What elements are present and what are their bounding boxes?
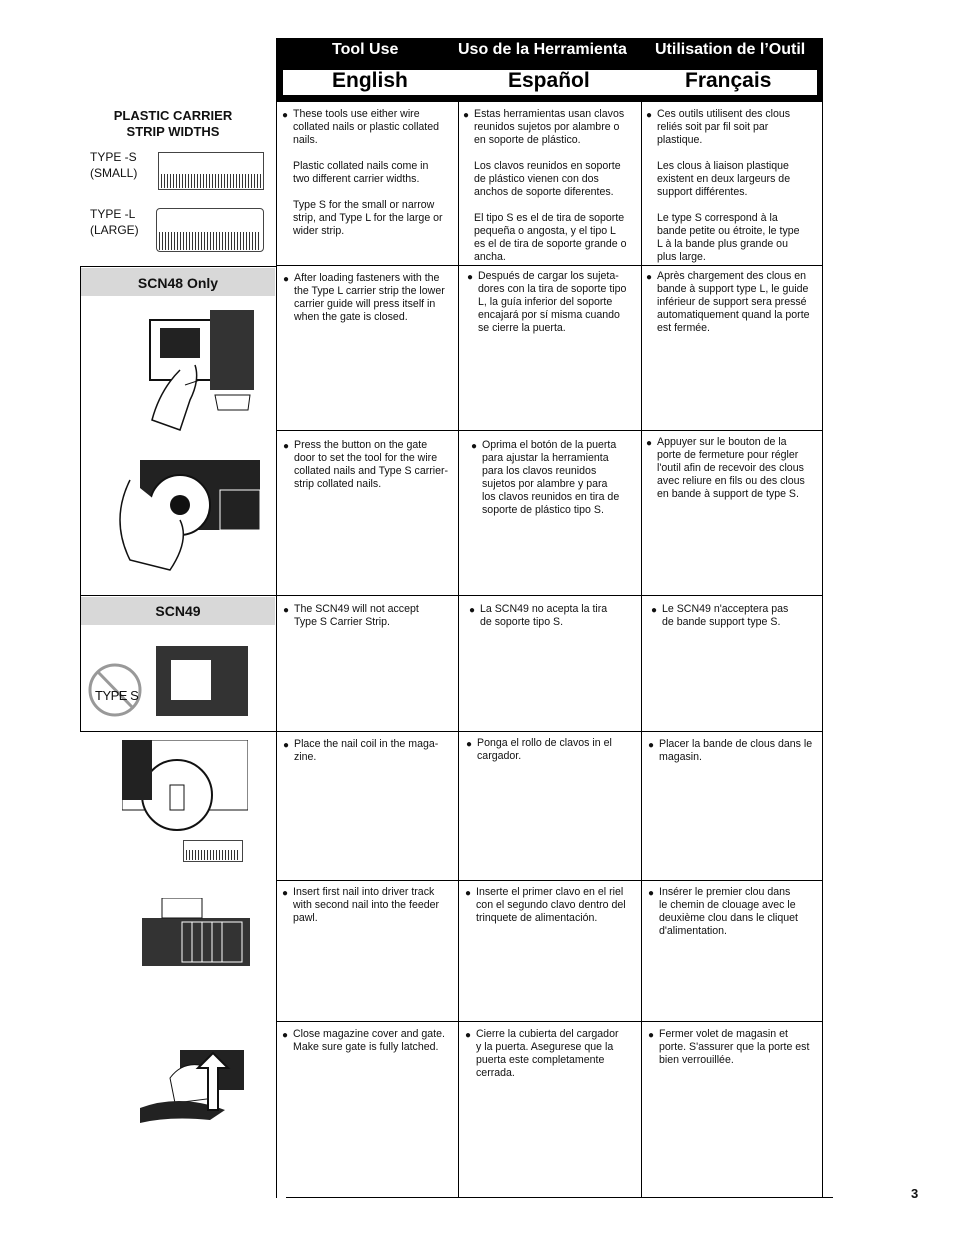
- cell-text: Appuyer sur le bouton de la porte de fermeture pour régler l'outil afin de recevoir des clous avec reliure en fils ou des clous en bande à support de type S.: [657, 436, 805, 500]
- tool-use-en: Tool Use: [332, 41, 399, 58]
- bullet: ●: [283, 274, 290, 285]
- nail-fringe: [159, 232, 261, 250]
- bullet: ●: [648, 740, 655, 751]
- bullet: ●: [283, 740, 290, 751]
- type-l-label-line: (LARGE): [90, 223, 139, 237]
- cell-row1-es: [463, 108, 639, 264]
- grid-line: [822, 38, 823, 1198]
- cell-text: Ponga el rollo de clavos in el cargador.: [477, 737, 612, 762]
- grid-line: [458, 102, 459, 1198]
- type-s-prohibited-illustration: [86, 640, 252, 728]
- grid-line: [286, 1197, 833, 1198]
- type-s-badge: TYPE S: [95, 688, 139, 703]
- bullet: ●: [463, 110, 470, 121]
- cell-text: Oprima el botón de la puerta para ajustar la herramienta para los clavos reunidos sujetos por alambre y para los clavos reunidos en tira de soporte de plástico tipo S.: [482, 439, 620, 516]
- cell-row2-en: [283, 272, 455, 324]
- cell-text: Estas herramientas usan clavos reunidos sujetos por alambre o en soporte de plástico. Los clavos reunidos en soporte de plástico vienen con dos anchos de soporte diferentes. El tipo S es el de tira de soporte pequeña o angosta, y el tipo L es el de tira de soporte grande o ancha.: [474, 108, 627, 263]
- tool-guide-illustration: [140, 310, 264, 432]
- bullet: ●: [282, 888, 289, 899]
- type-l-label-line: TYPE -L: [90, 207, 136, 221]
- nail-strip-image: [183, 840, 243, 862]
- cell-row1-fr: [646, 108, 821, 264]
- close-cover-illustration: [140, 1048, 250, 1124]
- bullet: ●: [651, 605, 658, 616]
- bullet: ●: [467, 272, 474, 283]
- cell-text: Placer la bande de clous dans le magasin.: [659, 738, 813, 763]
- scn49-label: SCN49: [81, 597, 275, 625]
- grid-line: [276, 880, 823, 881]
- bullet: ●: [646, 438, 653, 449]
- grid-line: [276, 731, 823, 732]
- cell-row6-es: [465, 886, 639, 925]
- type-s-strip-image: [158, 152, 264, 190]
- grid-line: [276, 1021, 823, 1022]
- cell-row5-en: [283, 738, 455, 764]
- type-s-label-line: TYPE -S: [90, 150, 137, 164]
- cell-text: Close magazine cover and gate. Make sure gate is fully latched.: [293, 1028, 445, 1053]
- type-l-strip-image: [156, 208, 264, 252]
- grid-line: [80, 595, 276, 596]
- cell-text: Inserte el primer clavo en el riel con el segundo clavo dentro del trinquete de alimentación.: [476, 886, 626, 924]
- cell-row3-en: [283, 439, 455, 491]
- cell-row6-en: [282, 886, 455, 925]
- bullet: ●: [282, 110, 289, 121]
- strip-title-line: PLASTIC CARRIER: [113, 108, 233, 123]
- strip-widths-title: [80, 108, 266, 140]
- bullet: ●: [648, 888, 655, 899]
- cell-row7-en: [282, 1028, 456, 1054]
- bullet: ●: [465, 888, 472, 899]
- gate-button-illustration: [110, 460, 270, 575]
- cell-row3-fr: [646, 436, 821, 501]
- lang-english: English: [332, 69, 408, 92]
- grid-line: [276, 595, 823, 596]
- cell-text: The SCN49 will not accept Type S Carrier Strip.: [294, 603, 419, 628]
- bullet: ●: [465, 1030, 472, 1041]
- grid-line: [276, 430, 823, 431]
- cell-row7-es: [465, 1028, 639, 1080]
- page-number: 3: [911, 1186, 919, 1201]
- cell-text: Ces outils utilisent des clous reliés soit par fil soit par plastique. Les clous à liaison plastique existent en deux largeurs de support différentes. Le type S correspond à la bande petite ou étroite, le type L à la bande plus grande ou plus large.: [657, 108, 800, 263]
- bullet: ●: [646, 110, 653, 121]
- cell-text: Le SCN49 n'acceptera pas de bande support type S.: [662, 603, 789, 628]
- nail-fringe: [186, 850, 240, 860]
- cell-row6-fr: [648, 886, 821, 938]
- type-s-label-line: (SMALL): [90, 166, 138, 180]
- bullet: ●: [471, 441, 478, 452]
- cell-row2-es: [467, 270, 639, 335]
- language-bar: [283, 70, 817, 95]
- cell-text: These tools use either wire collated nails or plastic collated nails. Plastic collated nails come in two different carrier widths. Type S for the small or narrow strip, and Type L for the large or wider strip.: [293, 108, 443, 237]
- strip-title-line: STRIP WIDTHS: [126, 124, 220, 139]
- tool-use-es: Uso de la Herramienta: [458, 41, 627, 58]
- tool-use-fr: Utilisation de l’Outil: [655, 41, 806, 58]
- type-l-label: [90, 206, 139, 238]
- bullet: ●: [466, 739, 473, 750]
- cell-text: After loading fasteners with the the Type L carrier strip the lower carrier guide will press itself in when the gate is closed.: [294, 272, 445, 323]
- bullet: ●: [646, 272, 653, 283]
- grid-line: [276, 38, 277, 1198]
- cell-text: Insérer le premier clou dans le chemin de clouage avec le deuxième clou dans le cliquet d'alimentation.: [659, 886, 798, 937]
- cell-row5-fr: [648, 738, 822, 764]
- cell-row4-en: [283, 603, 455, 629]
- cell-row1-en: [282, 108, 454, 238]
- lang-espanol: Español: [508, 69, 590, 92]
- language-header: [277, 38, 823, 102]
- cell-text: Press the button on the gate door to set the tool for the wire collated nails and Type S carrier- strip collated nails.: [294, 439, 449, 490]
- driver-track-illustration: [132, 898, 252, 986]
- cell-text: Cierre la cubierta del cargador y la puerta. Asegurese que la puerta este completamente cerrada.: [476, 1028, 619, 1079]
- cell-text: Après chargement des clous en bande à support type L, le guide inférieur de support sera pressé automatiquement quand la porte est fermée.: [657, 270, 810, 334]
- bullet: ●: [469, 605, 476, 616]
- cell-row5-es: [466, 737, 639, 763]
- lang-francais: Français: [685, 69, 772, 92]
- bullet: ●: [283, 441, 290, 452]
- cell-text: La SCN49 no acepta la tira de soporte tipo S.: [480, 603, 608, 628]
- cell-text: Place the nail coil in the maga- zine.: [294, 738, 439, 763]
- scn48-only-label: SCN48 Only: [81, 268, 275, 296]
- type-s-label: [90, 149, 137, 181]
- cell-text: Fermer volet de magasin et porte. S'assurer que la porte est bien verrouillée.: [659, 1028, 810, 1066]
- cell-text: Insert first nail into driver track with second nail into the feeder pawl.: [293, 886, 440, 924]
- bullet: ●: [648, 1030, 655, 1041]
- cell-row2-fr: [646, 270, 821, 335]
- cell-row3-es: [471, 439, 639, 517]
- cell-text: Después de cargar los sujeta- dores con la tira de soporte tipo L, la guía inferior del soporte encajará por sí misma cuando se cierre la puerta.: [478, 270, 627, 334]
- grid-line: [641, 102, 642, 1198]
- bullet: ●: [283, 605, 290, 616]
- cell-row4-es: [469, 603, 639, 629]
- bullet: ●: [282, 1030, 289, 1041]
- grid-line: [276, 265, 823, 266]
- nail-fringe: [161, 174, 261, 188]
- cell-row4-fr: [651, 603, 821, 629]
- cell-row7-fr: [648, 1028, 821, 1067]
